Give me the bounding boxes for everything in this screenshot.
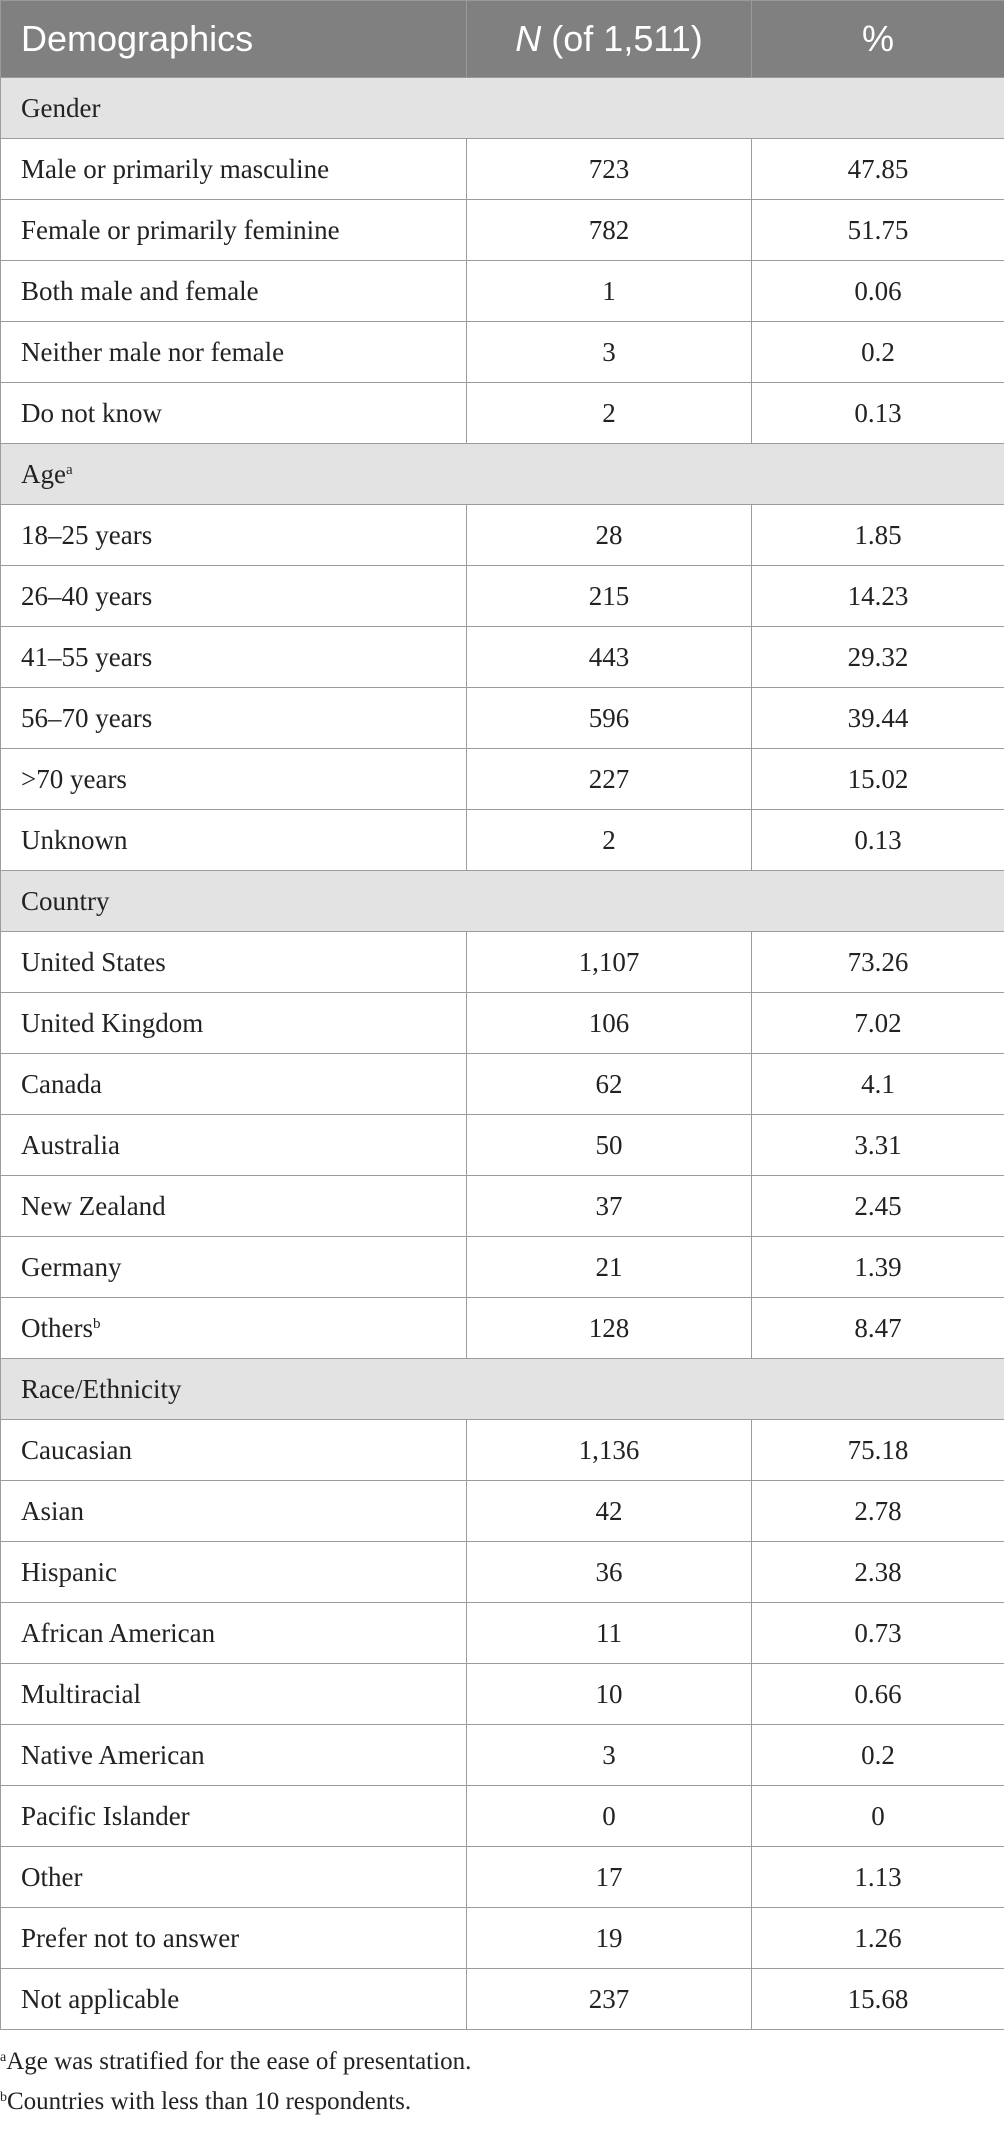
row-count: 2 — [467, 810, 752, 871]
table-row — [1, 566, 1004, 627]
table-row — [1, 1481, 1004, 1542]
row-label-text: Hispanic — [21, 1556, 117, 1587]
row-label-text: Prefer not to answer — [21, 1922, 240, 1953]
table-row — [1, 810, 1004, 871]
row-label — [1, 1725, 467, 1786]
footnote-text: Age was stratified for the ease of presentation. — [6, 2048, 472, 2075]
section-header-row — [1, 78, 1004, 139]
row-count: 17 — [467, 1847, 752, 1908]
row-percent: 0 — [752, 1786, 1004, 1847]
row-label — [1, 1664, 467, 1725]
row-count: 50 — [467, 1115, 752, 1176]
footnote — [0, 2042, 1004, 2082]
footnotes — [0, 2042, 1004, 2122]
section-title — [1, 1359, 1004, 1420]
row-label-text: 18–25 years — [21, 519, 153, 550]
row-label-text: Caucasian — [21, 1434, 132, 1465]
row-label-text: United States — [21, 946, 166, 977]
footnote-mark: a — [0, 2050, 7, 2065]
row-label — [1, 322, 467, 383]
row-label — [1, 1176, 467, 1237]
table-row — [1, 1908, 1004, 1969]
header-n-symbol: N — [515, 18, 542, 59]
row-label-text: Others — [21, 1312, 93, 1343]
row-count: 21 — [467, 1237, 752, 1298]
row-label-text: Asian — [21, 1495, 84, 1526]
row-count: 1 — [467, 261, 752, 322]
row-count: 782 — [467, 200, 752, 261]
row-label — [1, 139, 467, 200]
footnote-marker: a — [65, 461, 73, 478]
row-count: 28 — [467, 505, 752, 566]
row-label-text: Both male and female — [21, 275, 259, 306]
row-count: 215 — [467, 566, 752, 627]
table-row — [1, 1664, 1004, 1725]
footnote-text: Countries with less than 10 respondents. — [7, 2088, 412, 2115]
row-count: 3 — [467, 1725, 752, 1786]
row-count: 19 — [467, 1908, 752, 1969]
row-label — [1, 200, 467, 261]
row-count: 42 — [467, 1481, 752, 1542]
row-label — [1, 627, 467, 688]
table-row — [1, 1237, 1004, 1298]
row-percent: 0.2 — [752, 322, 1004, 383]
row-percent: 0.13 — [752, 810, 1004, 871]
row-label-text: Other — [21, 1861, 83, 1892]
header-demographics: Demographics — [1, 1, 467, 78]
row-label-text: Germany — [21, 1251, 122, 1282]
row-label-text: United Kingdom — [21, 1007, 204, 1038]
row-percent: 14.23 — [752, 566, 1004, 627]
row-count: 1,136 — [467, 1420, 752, 1481]
row-label — [1, 688, 467, 749]
section-header-row — [1, 1359, 1004, 1420]
row-label — [1, 932, 467, 993]
table-row — [1, 688, 1004, 749]
row-percent: 0.2 — [752, 1725, 1004, 1786]
row-label-text: New Zealand — [21, 1190, 166, 1221]
table-row — [1, 261, 1004, 322]
section-title-text: Race/Ethnicity — [21, 1373, 182, 1404]
table-row — [1, 1298, 1004, 1359]
table-row — [1, 1725, 1004, 1786]
row-label-text: Canada — [21, 1068, 102, 1099]
row-label — [1, 261, 467, 322]
row-count: 723 — [467, 139, 752, 200]
row-label-text: Multiracial — [21, 1678, 141, 1709]
row-label-text: Pacific Islander — [21, 1800, 190, 1831]
row-label — [1, 1847, 467, 1908]
row-label — [1, 566, 467, 627]
table-header — [1, 1, 1004, 78]
row-percent: 1.85 — [752, 505, 1004, 566]
row-percent: 0.73 — [752, 1603, 1004, 1664]
row-label — [1, 1969, 467, 2030]
table-row — [1, 1420, 1004, 1481]
row-count: 62 — [467, 1054, 752, 1115]
section-header-row — [1, 871, 1004, 932]
row-count: 596 — [467, 688, 752, 749]
row-percent: 39.44 — [752, 688, 1004, 749]
row-percent: 0.06 — [752, 261, 1004, 322]
row-count: 128 — [467, 1298, 752, 1359]
table-row — [1, 627, 1004, 688]
row-count: 237 — [467, 1969, 752, 2030]
table-row — [1, 322, 1004, 383]
row-label — [1, 1786, 467, 1847]
row-percent: 3.31 — [752, 1115, 1004, 1176]
row-label — [1, 1054, 467, 1115]
table-row — [1, 1176, 1004, 1237]
row-label — [1, 1298, 467, 1359]
row-label — [1, 1115, 467, 1176]
section-title — [1, 871, 1004, 932]
row-percent: 15.68 — [752, 1969, 1004, 2030]
header-n-of-total — [467, 1, 752, 78]
section-title-text: Gender — [21, 92, 101, 123]
row-count: 106 — [467, 993, 752, 1054]
section-title-text: Age — [21, 458, 66, 489]
row-percent: 47.85 — [752, 139, 1004, 200]
table-row — [1, 1542, 1004, 1603]
row-percent: 8.47 — [752, 1298, 1004, 1359]
section-title-text: Country — [21, 885, 110, 916]
table-row — [1, 993, 1004, 1054]
row-percent: 15.02 — [752, 749, 1004, 810]
row-percent: 1.39 — [752, 1237, 1004, 1298]
row-count: 443 — [467, 627, 752, 688]
table-row — [1, 932, 1004, 993]
table-body — [1, 78, 1004, 2030]
row-label — [1, 1908, 467, 1969]
table-row — [1, 1969, 1004, 2030]
row-label — [1, 1603, 467, 1664]
row-label — [1, 1542, 467, 1603]
row-label-text: Male or primarily masculine — [21, 153, 330, 184]
row-label — [1, 1420, 467, 1481]
row-percent: 73.26 — [752, 932, 1004, 993]
row-percent: 2.38 — [752, 1542, 1004, 1603]
row-label-text: 56–70 years — [21, 702, 153, 733]
row-count: 1,107 — [467, 932, 752, 993]
row-label — [1, 383, 467, 444]
table-row — [1, 1847, 1004, 1908]
row-count: 2 — [467, 383, 752, 444]
row-percent: 4.1 — [752, 1054, 1004, 1115]
row-percent: 2.45 — [752, 1176, 1004, 1237]
row-percent: 1.13 — [752, 1847, 1004, 1908]
row-count: 36 — [467, 1542, 752, 1603]
row-label — [1, 993, 467, 1054]
row-label — [1, 505, 467, 566]
row-percent: 51.75 — [752, 200, 1004, 261]
section-title — [1, 444, 1004, 505]
row-percent: 7.02 — [752, 993, 1004, 1054]
table-row — [1, 1115, 1004, 1176]
row-label-text: >70 years — [21, 763, 127, 794]
header-row — [1, 1, 1004, 78]
row-count: 11 — [467, 1603, 752, 1664]
table-row — [1, 749, 1004, 810]
section-header-row — [1, 444, 1004, 505]
row-label-text: Australia — [21, 1129, 120, 1160]
table-row — [1, 1786, 1004, 1847]
footnote — [0, 2082, 1004, 2122]
header-percent: % — [752, 1, 1004, 78]
row-count: 227 — [467, 749, 752, 810]
row-label — [1, 749, 467, 810]
section-title — [1, 78, 1004, 139]
row-percent: 0.13 — [752, 383, 1004, 444]
table-row — [1, 139, 1004, 200]
header-n-total: (of 1,511) — [541, 18, 703, 59]
row-count: 3 — [467, 322, 752, 383]
row-percent: 1.26 — [752, 1908, 1004, 1969]
row-label — [1, 1237, 467, 1298]
row-label — [1, 810, 467, 871]
row-label-text: Female or primarily feminine — [21, 214, 340, 245]
footnote-marker: b — [92, 1315, 101, 1332]
row-label-text: Not applicable — [21, 1983, 180, 2014]
row-label-text: Do not know — [21, 397, 162, 428]
table-row — [1, 1603, 1004, 1664]
footnote-mark: b — [0, 2090, 7, 2105]
row-count: 10 — [467, 1664, 752, 1725]
table-row — [1, 383, 1004, 444]
row-percent: 75.18 — [752, 1420, 1004, 1481]
row-label-text: African American — [21, 1617, 216, 1648]
row-label-text: 41–55 years — [21, 641, 153, 672]
row-label-text: 26–40 years — [21, 580, 153, 611]
row-label-text: Native American — [21, 1739, 205, 1770]
row-label-text: Neither male nor female — [21, 336, 285, 367]
row-count: 37 — [467, 1176, 752, 1237]
row-percent: 29.32 — [752, 627, 1004, 688]
row-percent: 0.66 — [752, 1664, 1004, 1725]
table-row — [1, 200, 1004, 261]
row-label — [1, 1481, 467, 1542]
row-percent: 2.78 — [752, 1481, 1004, 1542]
row-count: 0 — [467, 1786, 752, 1847]
row-label-text: Unknown — [21, 824, 128, 855]
table-row — [1, 1054, 1004, 1115]
table-row — [1, 505, 1004, 566]
